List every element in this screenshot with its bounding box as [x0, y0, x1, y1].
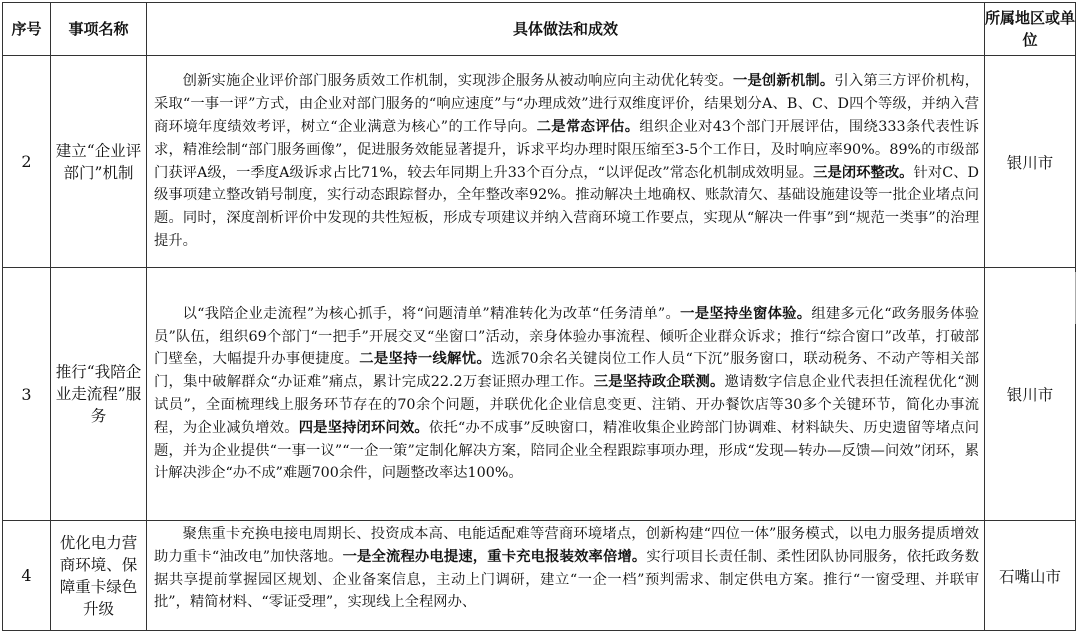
row-region: 银川市 [985, 56, 1076, 268]
row-region: 石嘴山市 [985, 521, 1076, 631]
highlight-text: 一是坚持坐窗体验。 [680, 305, 812, 322]
scroll-indicator [1075, 272, 1080, 324]
row-index: 2 [3, 56, 51, 268]
row-region: 银川市 [985, 268, 1076, 521]
body-text: 聚焦重卡充换电接电周期长、投资成本高、电能适配难等营商环境堵点，创新构建“四位一体”服务模式，以电力服务提质增效助力重卡“油改电”加快落地。 [154, 526, 979, 565]
row-name: 优化电力营商环境、保障重卡绿色升级 [51, 521, 147, 631]
highlight-text: 二是坚持一线解忧。 [359, 351, 492, 368]
row-details [147, 521, 985, 631]
header-name: 事项名称 [51, 3, 147, 56]
body-text: 邀请数字信息企业代表担任流程优化“测试员”，全面梳理线上服务环节存在的70余个问题，并联优化企业信息变更、注销、开办餐饮店等30多个关键环节，简化办事流程，为企业减负增效。 [154, 374, 979, 436]
header-row [3, 3, 1076, 56]
body-text: 实行项目长责任制、柔性团队协同服务，依托政务数据共享提前掌握园区规划、企业备案信息，主动上门调研，建立“一企一档”预判需求、制定供电方案。推行“一窗受理、并联审批”，精简材料、“零证受理”，实现线上全程网办、 [154, 548, 979, 611]
highlight-text: 三是坚持政企联测。 [593, 374, 725, 391]
highlight-text: 一是创新机制。 [732, 73, 835, 90]
row-index: 3 [3, 268, 51, 521]
body-text: 引入第三方评价机构，采取“一事一评”方式，由企业对部门服务的“响应速度”与“办理成效”进行双维度评价，结果划分A、B、C、D四个等级，并纳入营商环境年度绩效考评，树立“企业满意为核心”的工作导向。 [154, 73, 980, 135]
row-name: 建立“企业评部门”机制 [51, 56, 147, 268]
table-row [3, 268, 1076, 521]
row-name: 推行“我陪企业走流程”服务 [51, 268, 147, 521]
highlight-text: 四是坚持闭环问效。 [298, 419, 429, 436]
highlight-text: 二是常态评估。 [536, 118, 640, 135]
row-index: 4 [3, 521, 51, 631]
body-text: 创新实施企业评价部门服务质效工作机制，实现涉企服务从被动响应向主动优化转变。 [182, 73, 733, 90]
header-details: 具体做法和成效 [147, 3, 985, 56]
body-text: 以“我陪企业走流程”为核心抓手，将“问题清单”精准转化为改革“任务清单”。 [182, 305, 681, 322]
body-text: 选派70余名关键岗位工作人员“下沉”服务窗口，联动税务、不动产等相关部门，集中破解群众“办证难”痛点，累计完成22.2万套证照办理工作。 [154, 351, 980, 391]
body-text: 依托“办不成事”反映窗口，精准收集企业跨部门协调难、材料缺失、历史遗留等堵点问题，并为企业提供“一事一议”“一企一策”定制化解决方案，陪同企业全程跟踪事项办理，形成“发现—转办—反馈—问效”闭环，累计解决涉企“办不成”难题700余件，问题整改率达100%。 [154, 419, 980, 482]
body-text: 针对C、D级事项建立整改销号制度，实行动态跟踪督办，全年整改率92%。推动解决土地确权、账款清欠、基础设施建设等一批企业堵点问题。同时，深度剖析评价中发现的共性短板，形成专项建议并纳入营商环境工作要点，实现从“解决一件事”到“规范一类事”的治理提升。 [154, 164, 980, 249]
table-row [3, 521, 1076, 631]
header-region: 所属地区或单位 [985, 3, 1076, 56]
policy-table [2, 2, 1076, 631]
body-text: 组织企业对43个部门开展评估，围绕333条代表性诉求，精准绘制“部门服务画像”，促进服务效能显著提升，诉求平均办理时限压缩至3-5个工作日，及时响应率90%。89%的市级部门获评A级，一季度A级诉求占比71%，较去年同期上升33个百分点，“以评促改”常态化机制成效明显。 [154, 118, 979, 181]
header-index: 序号 [3, 3, 51, 56]
row-details [147, 56, 985, 268]
table-row [3, 56, 1076, 268]
highlight-text: 一是全流程办电提速，重卡充电报装效率倍增。 [342, 548, 647, 565]
highlight-text: 三是闭环整改。 [813, 164, 914, 181]
body-text: 组建多元化“政务服务体验员”队伍，组织69个部门“一把手”开展交叉“坐窗口”活动，亲身体验办事流程、倾听企业群众诉求；推行“综合窗口”改革，打破部门壁垒，大幅提升办事便捷度。 [154, 305, 980, 368]
row-details [147, 268, 985, 521]
